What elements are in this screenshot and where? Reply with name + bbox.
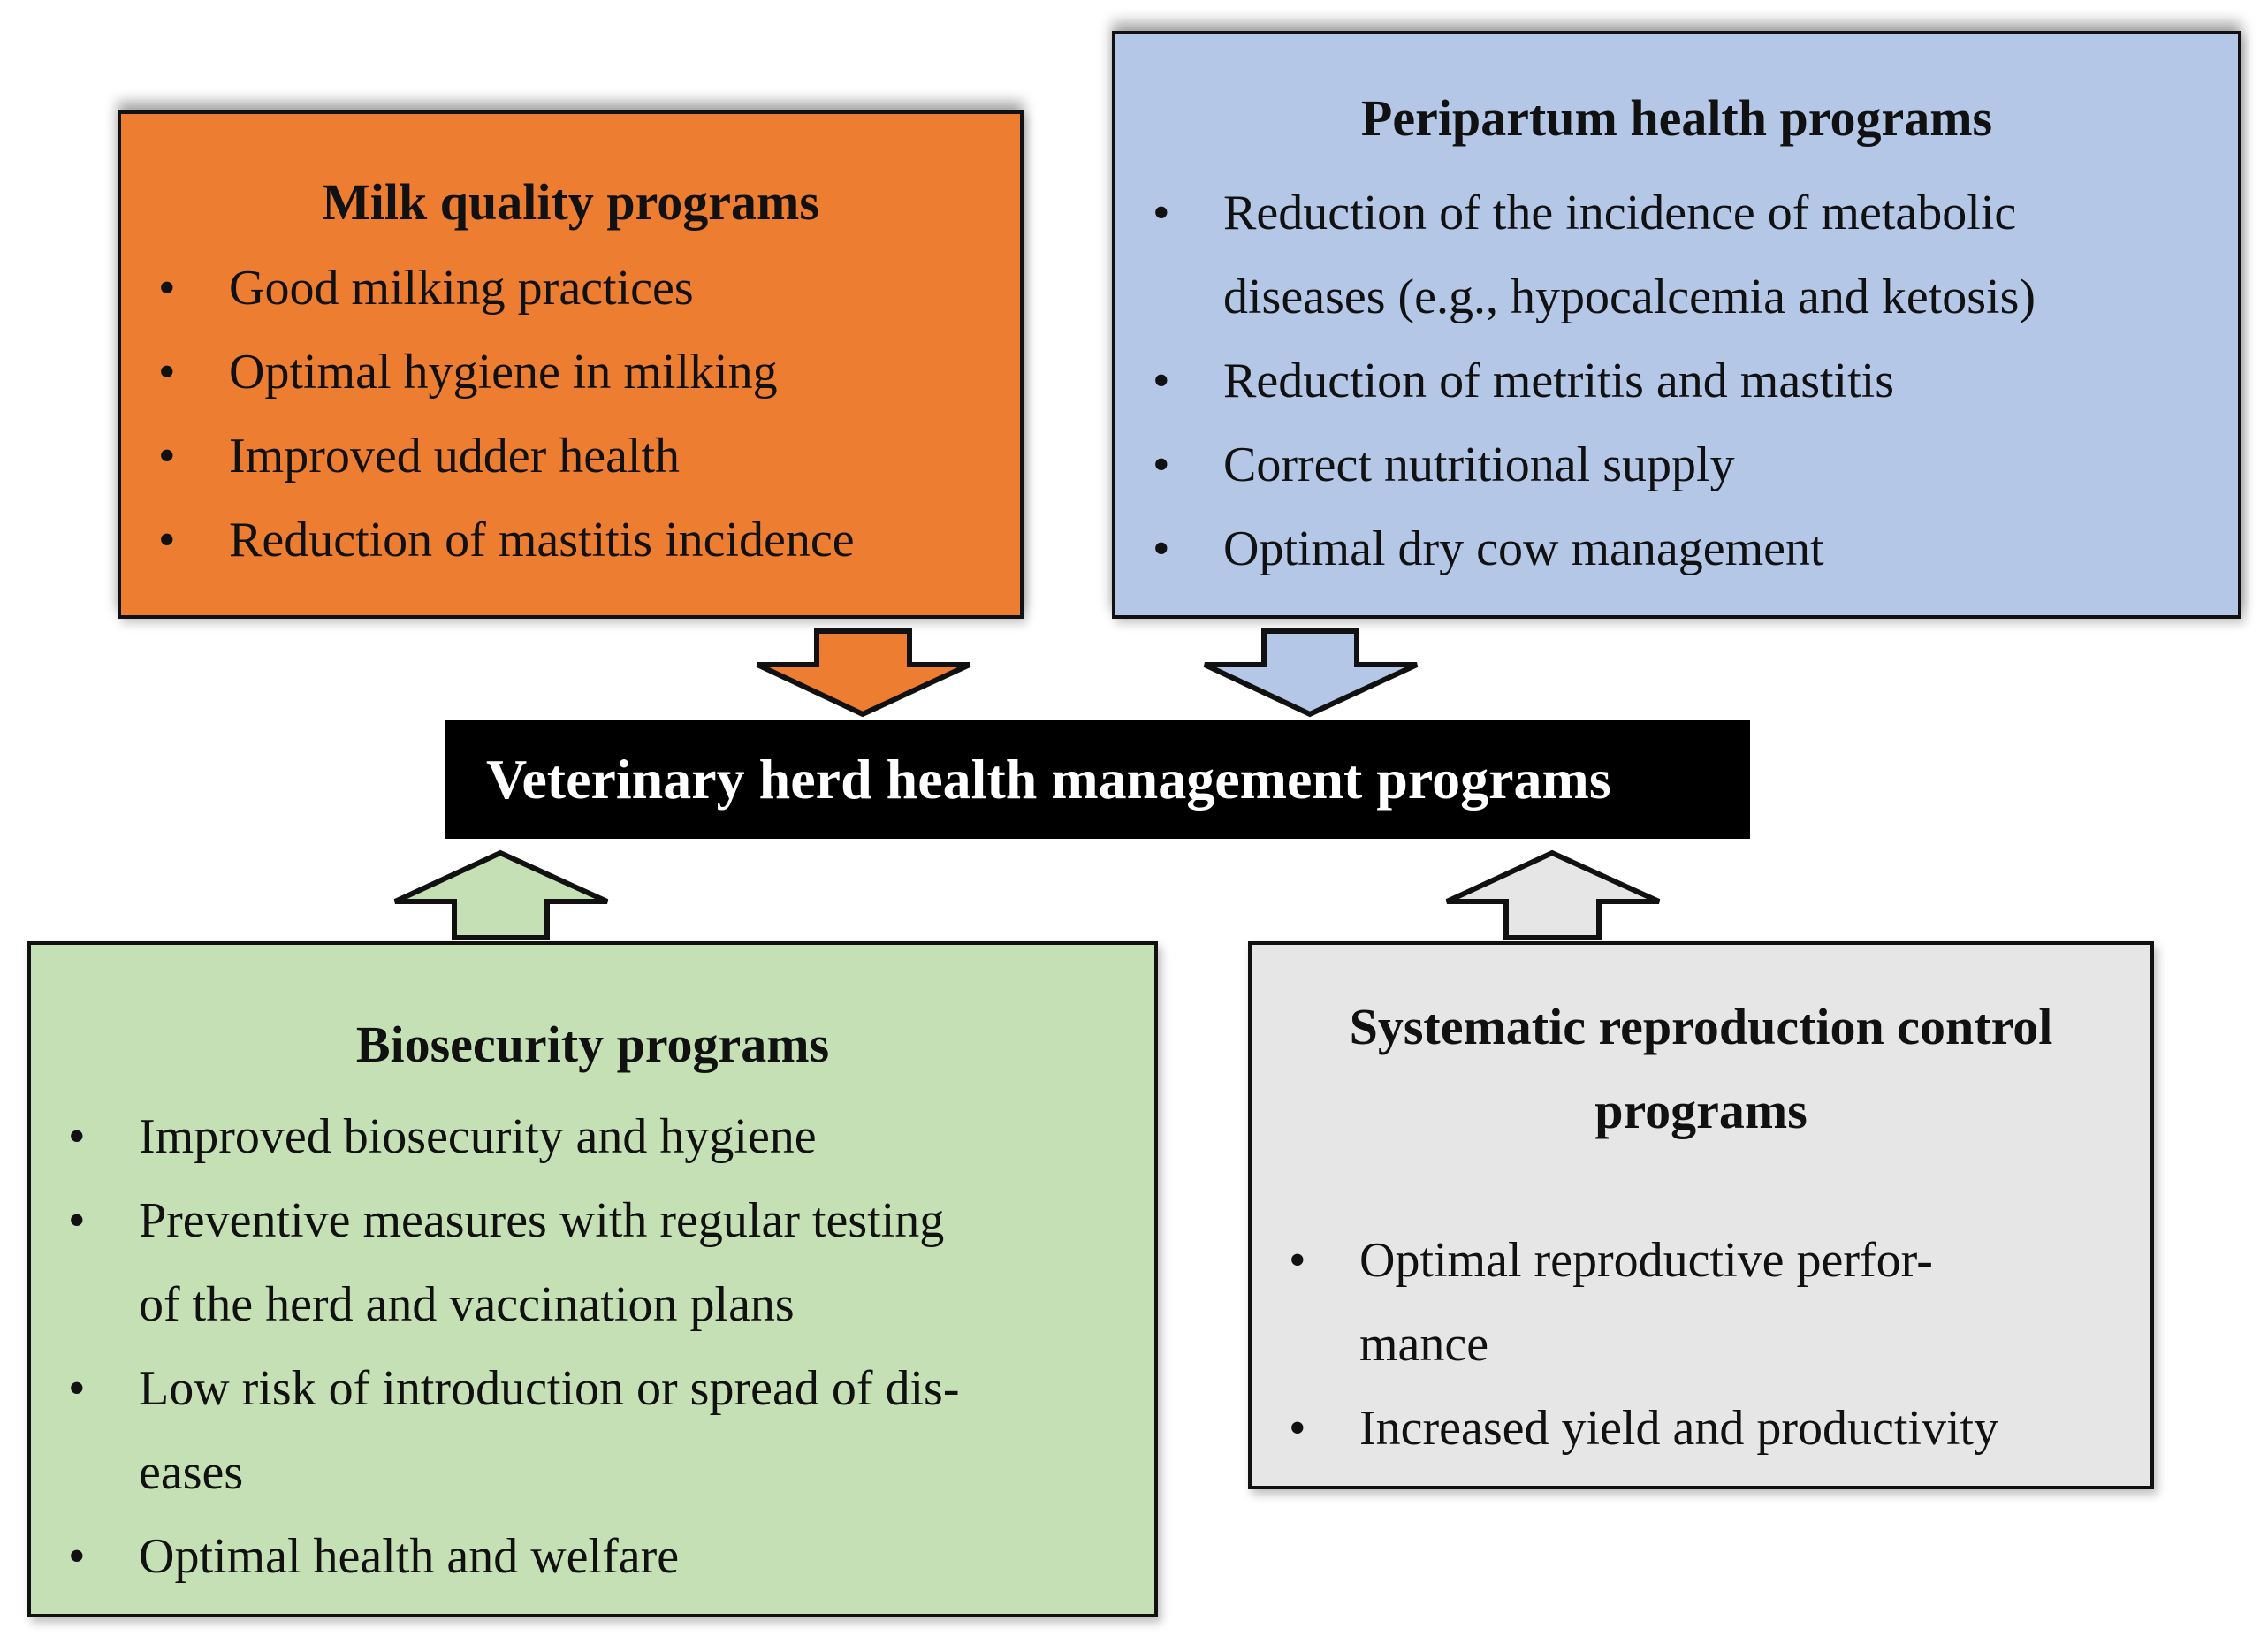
- list-item-continuation: of the herd and vaccination plans: [139, 1277, 795, 1332]
- arrow-up-green-icon: [391, 851, 612, 940]
- arrow-down-blue-icon: [1200, 629, 1421, 718]
- list-item: • Reduction of metritis and mastitis: [1153, 339, 2036, 423]
- peripartum-list: [1153, 171, 2036, 591]
- reproduction-list: [1289, 1219, 1998, 1471]
- center-title-bar: Veterinary herd health management programs: [445, 720, 1750, 839]
- list-item: • Reduction of mastitis incidence: [158, 499, 855, 582]
- peripartum-box: [1112, 31, 2241, 619]
- list-item: • Preventive measures with regular testing: [68, 1179, 959, 1263]
- list-item: • Reduction of the incidence of metabolic: [1153, 171, 2036, 255]
- list-item-continuation: eases: [139, 1445, 244, 1500]
- list-item: • Improved udder health: [158, 415, 855, 499]
- reproduction-box: [1248, 941, 2154, 1489]
- milk-quality-box: [118, 110, 1024, 619]
- arrow-up-gray-icon: [1442, 851, 1663, 940]
- peripartum-title: Peripartum health programs: [1360, 89, 1993, 147]
- milk-quality-list: [158, 247, 855, 582]
- list-item-continuation: diseases (e.g., hypocalcemia and ketosis): [1223, 270, 2036, 324]
- biosecurity-title: Biosecurity programs: [355, 1016, 830, 1073]
- list-item: • Optimal dry cow management: [1153, 507, 2036, 591]
- list-item: • Improved biosecurity and hygiene: [68, 1095, 959, 1179]
- list-item: • Optimal reproductive perfor-: [1289, 1219, 1998, 1303]
- arrow-down-orange-icon: [753, 629, 974, 718]
- biosecurity-list: [68, 1095, 959, 1599]
- milk-quality-title: Milk quality programs: [322, 173, 819, 231]
- reproduction-title-line2: programs: [1594, 1082, 1808, 1139]
- list-item-continuation: mance: [1359, 1317, 1489, 1372]
- list-item: • Low risk of introduction or spread of dis-: [68, 1347, 959, 1431]
- list-item: • Correct nutritional supply: [1153, 423, 2036, 507]
- list-item: • Good milking practices: [158, 247, 855, 331]
- biosecurity-box: [27, 941, 1158, 1617]
- reproduction-title-line1: Systematic reproduction control: [1349, 998, 2053, 1055]
- list-item: • Optimal health and welfare: [68, 1515, 959, 1599]
- list-item: • Increased yield and productivity: [1289, 1387, 1998, 1471]
- list-item: • Optimal hygiene in milking: [158, 331, 855, 415]
